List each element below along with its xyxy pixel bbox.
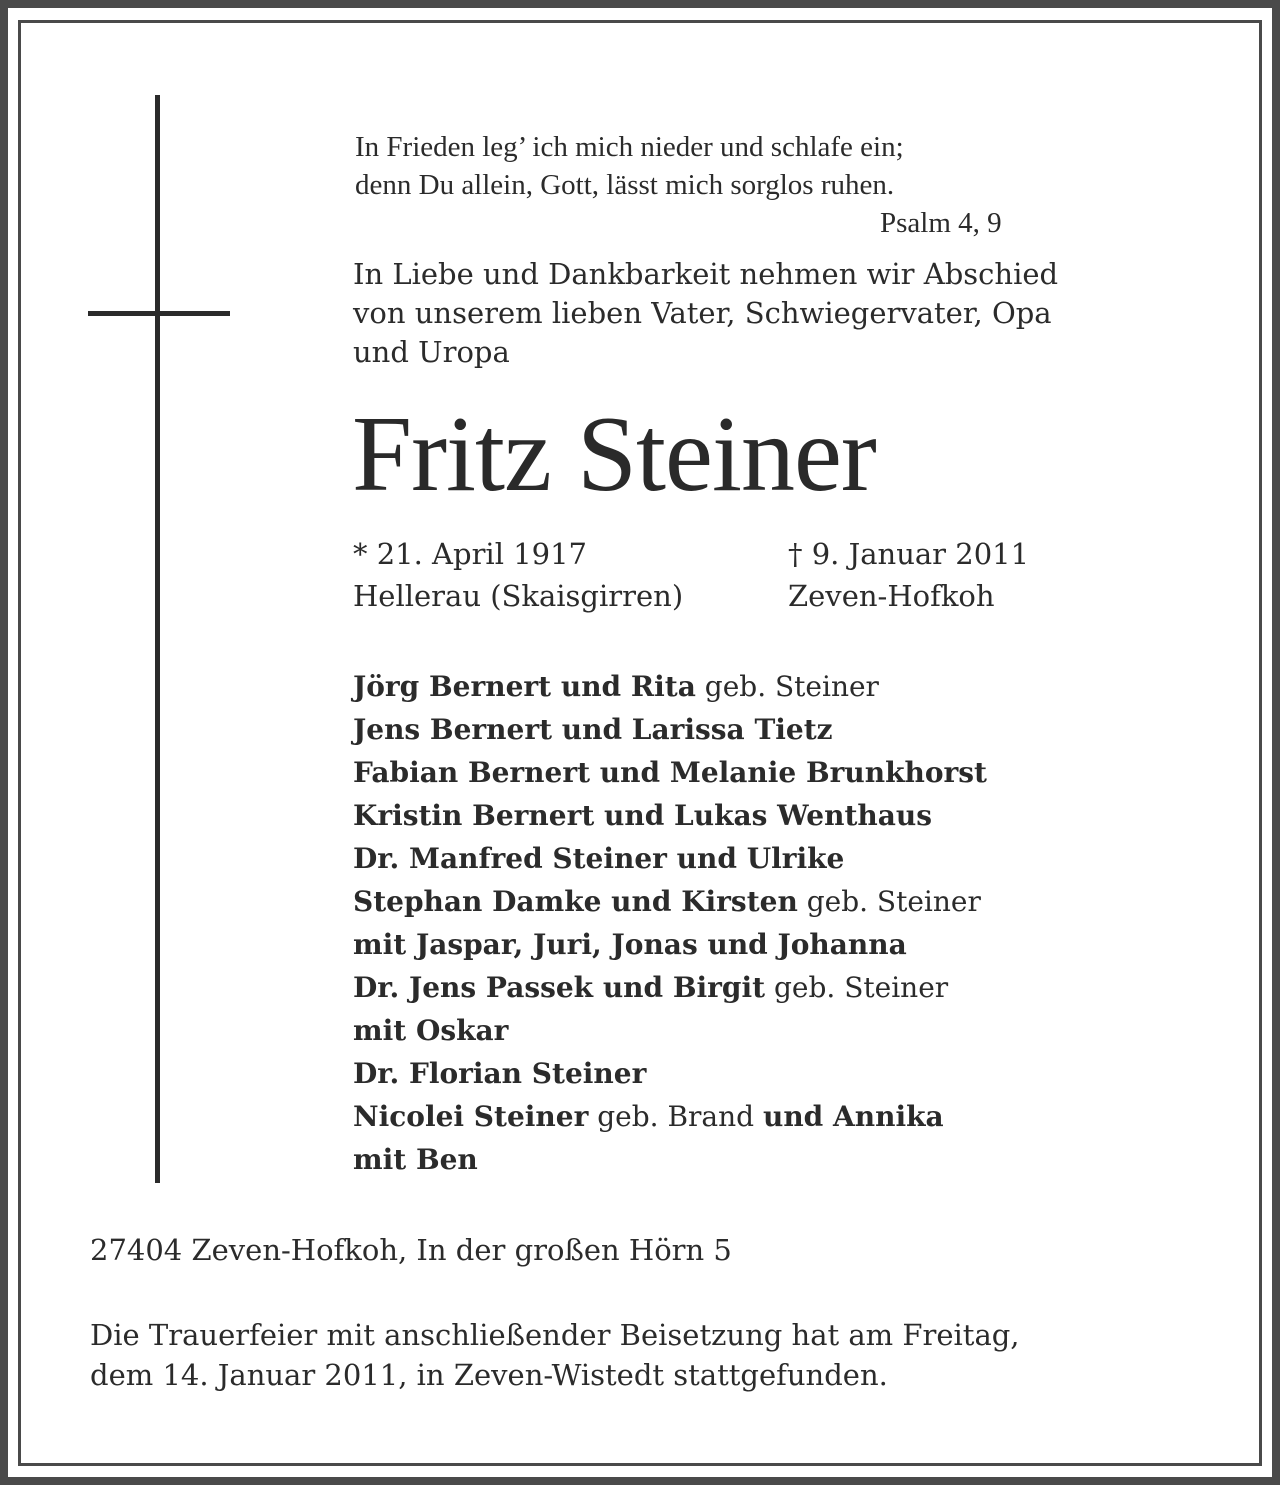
mourner-name: Kristin Bernert und Lukas Wenthaus [353,799,933,832]
mourner-row [353,966,987,1009]
mourner-name: und Annika [762,1100,944,1133]
mourner-row [353,665,987,708]
mourner-row [353,1052,987,1095]
mourner-row [353,880,987,923]
mourner-row [353,1138,987,1181]
mourner-name: Jens Bernert und Larissa Tietz [353,713,833,746]
mourner-name: Nicolei Steiner [353,1100,589,1133]
mourner-name: mit Oskar [353,1014,509,1047]
deceased-name: Fritz Steiner [352,395,876,514]
mourner-row [353,794,987,837]
mourners-list [353,665,987,1181]
farewell-intro [353,255,1058,372]
death-info [788,533,1029,617]
mourner-row [353,708,987,751]
birth-info [353,533,683,617]
mourner-name: Dr. Florian Steiner [353,1057,647,1090]
mourner-note: geb. Steiner [765,971,949,1004]
mourner-name: Jörg Bernert und Rita [353,670,696,703]
cross-icon-vertical-bar [155,95,160,1183]
mourner-row [353,751,987,794]
psalm-line: denn Du allein, Gott, lässt mich sorglos ruhen. [355,169,895,201]
intro-line: und Uropa [353,335,510,369]
birth-date: * 21. April 1917 [353,537,587,571]
intro-line: von unserem lieben Vater, Schwiegervater, Opa [353,296,1052,330]
death-place: Zeven-Hofkoh [788,579,995,613]
mourner-name: mit Ben [353,1143,478,1176]
mourner-note: geb. Brand [588,1100,763,1133]
mourner-row [353,837,987,880]
family-address: 27404 Zeven-Hofkoh, In der großen Hörn 5 [90,1233,732,1267]
birth-place: Hellerau (Skaisgirren) [353,579,684,613]
mourner-row [353,1009,987,1052]
cross-icon-horizontal-bar [88,311,230,316]
mourner-name: Stephan Damke und Kirsten [353,885,798,918]
mourner-note: geb. Steiner [797,885,981,918]
mourner-row [353,923,987,966]
mourner-note: geb. Steiner [695,670,879,703]
psalm-quote [355,128,1002,239]
intro-line: In Liebe und Dankbarkeit nehmen wir Abschied [353,257,1059,291]
psalm-reference: Psalm 4, 9 [880,207,1002,239]
mourner-name: mit Jaspar, Juri, Jonas und Johanna [353,928,907,961]
mourner-name: Dr. Manfred Steiner und Ulrike [353,842,845,875]
mourner-row [353,1095,987,1138]
funeral-ceremony-note [90,1315,1020,1395]
psalm-line: In Frieden leg’ ich mich nieder und schlafe ein; [355,131,904,163]
mourner-name: Dr. Jens Passek und Birgit [353,971,766,1004]
death-date: † 9. Januar 2011 [788,537,1030,571]
ceremony-line: Die Trauerfeier mit anschließender Beisetzung hat am Freitag, [90,1318,1020,1352]
mourner-name: Fabian Bernert und Melanie Brunkhorst [353,756,987,789]
ceremony-line: dem 14. Januar 2011, in Zeven-Wistedt stattgefunden. [90,1358,888,1392]
